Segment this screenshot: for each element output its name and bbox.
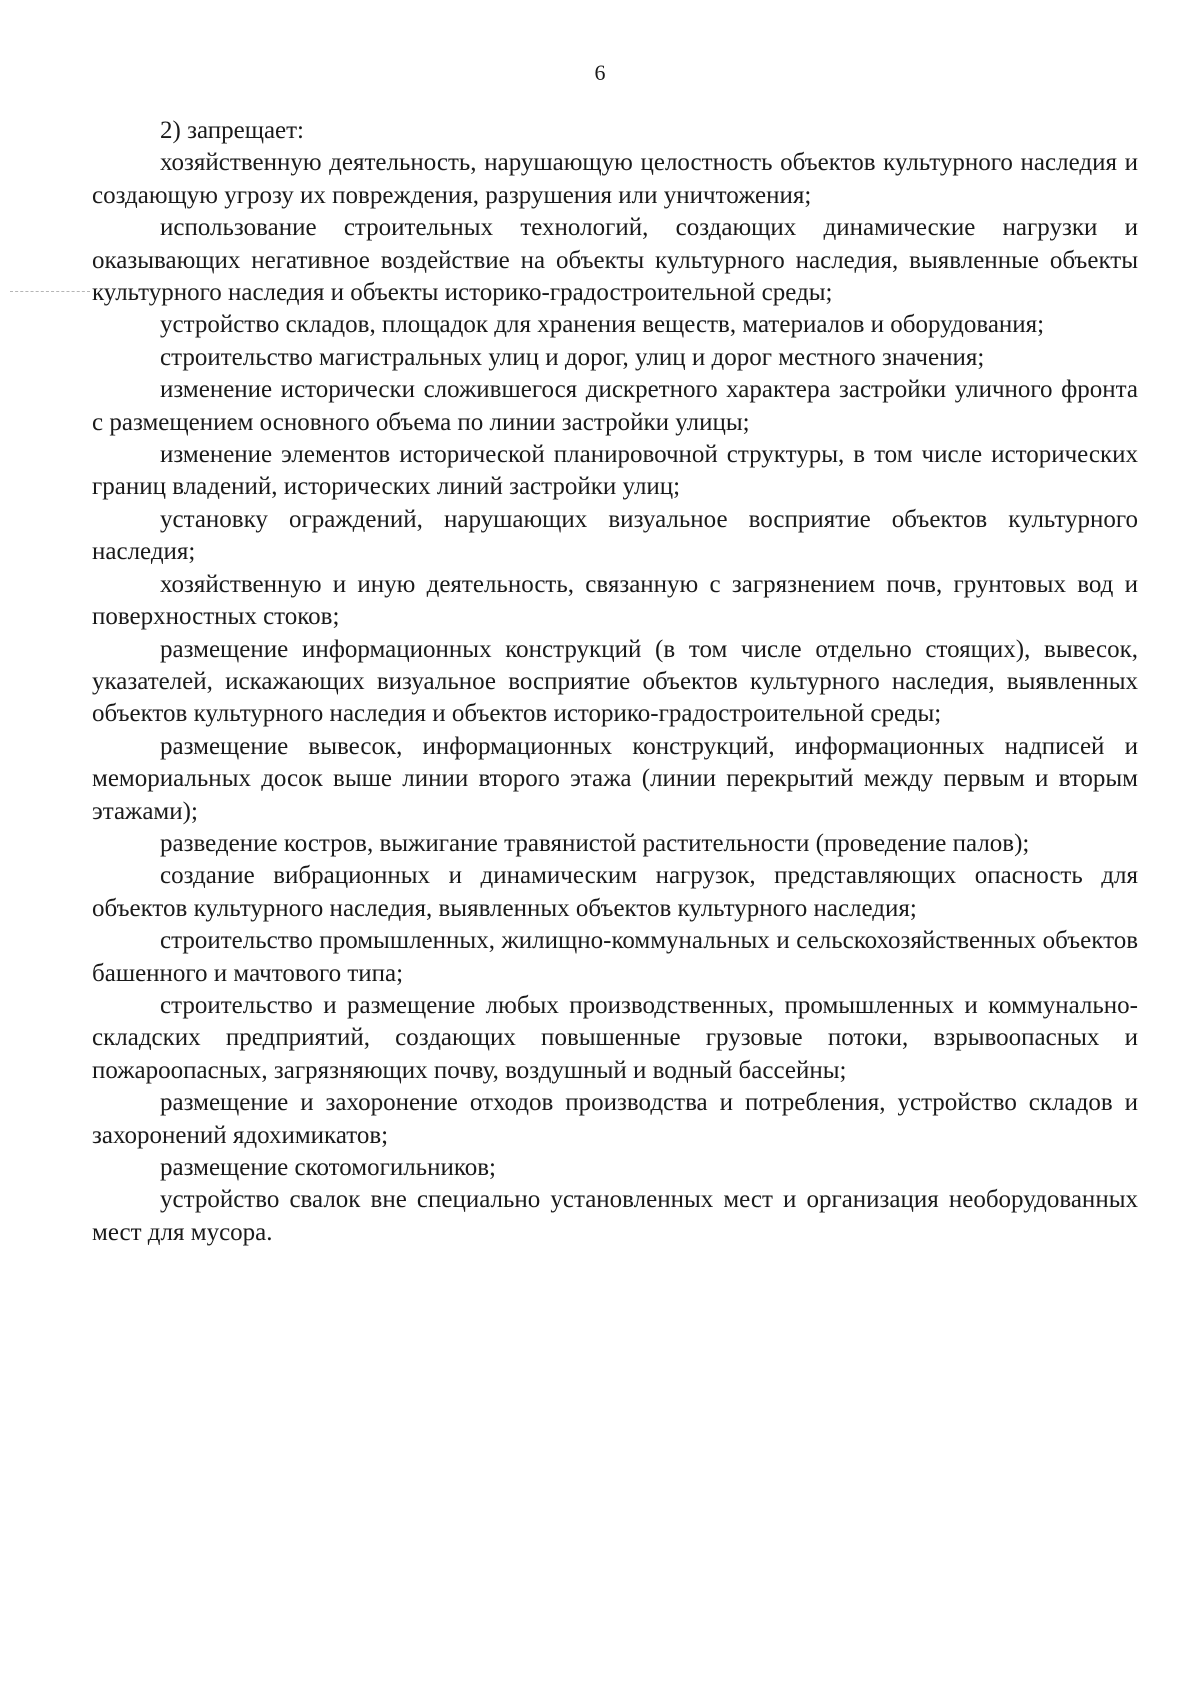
page-number: 6	[594, 60, 606, 85]
list-item: строительство и размещение любых производственных, промышленных и коммунально-складских предприятий, создающих повышенные грузовые потоки, взрывоопасных и пожароопасных, загрязняющих почву, воздушный и водный бассейны;	[92, 991, 1138, 1084]
section-heading: 2) запрещает:	[160, 117, 305, 144]
list-item: устройство складов, площадок для хранения веществ, материалов и оборудования;	[160, 311, 1045, 339]
list-item: строительство магистральных улиц и дорог, улиц и дорог местного значения;	[160, 343, 985, 371]
list-item: установку ограждений, нарушающих визуальное восприятие объектов культурного наследия;	[92, 505, 1138, 566]
list-item: изменение элементов исторической планировочной структуры, в том числе исторических границ владений, исторических линий застройки улиц;	[92, 441, 1138, 501]
list-item: хозяйственную и иную деятельность, связанную с загрязнением почв, грунтовых вод и поверхностных стоков;	[92, 570, 1138, 631]
list-item: изменение исторически сложившегося дискретного характера застройки уличного фронта с размещением основного объема по линии застройки улицы;	[92, 376, 1138, 436]
list-item: создание вибрационных и динамическим нагрузок, представляющих опасность для объектов культурного наследия, выявленных объектов культурного наследия;	[92, 862, 1138, 922]
list-item: размещение и захоронение отходов производства и потребления, устройство складов и захоронений ядохимикатов;	[92, 1089, 1138, 1149]
list-item: размещение вывесок, информационных конструкций, информационных надписей и мемориальных досок выше линии второго этажа (линии перекрытий между первым и вторым этажами);	[92, 732, 1138, 825]
list-item: хозяйственную деятельность, нарушающую целостность объектов культурного наследия и создающую угрозу их повреждения, разрушения или уничтожения;	[92, 149, 1138, 209]
list-item: использование строительных технологий, создающих динамические нагрузки и оказывающих негативное воздействие на объекты культурного наследия, выявленные объекты культурного наследия и объекты историко-градостроительной среды;	[92, 214, 1138, 307]
list-item: размещение информационных конструкций (в том числе отдельно стоящих), вывесок, указателей, искажающих визуальное восприятие объектов культурного наследия, выявленных объектов культурного наследия и объектов историко-градостроительной среды;	[92, 635, 1138, 728]
document-body	[92, 115, 1138, 1249]
list-item: размещение скотомогильников;	[160, 1154, 496, 1181]
scan-artifact-line	[10, 291, 90, 292]
list-item: устройство свалок вне специально установленных мест и организация необорудованных мест для мусора.	[92, 1186, 1138, 1246]
list-item: строительство промышленных, жилищно-коммунальных и сельскохозяйственных объектов башенного и мачтового типа;	[92, 927, 1138, 987]
list-item: разведение костров, выжигание травянистой растительности (проведение палов);	[160, 829, 1030, 857]
